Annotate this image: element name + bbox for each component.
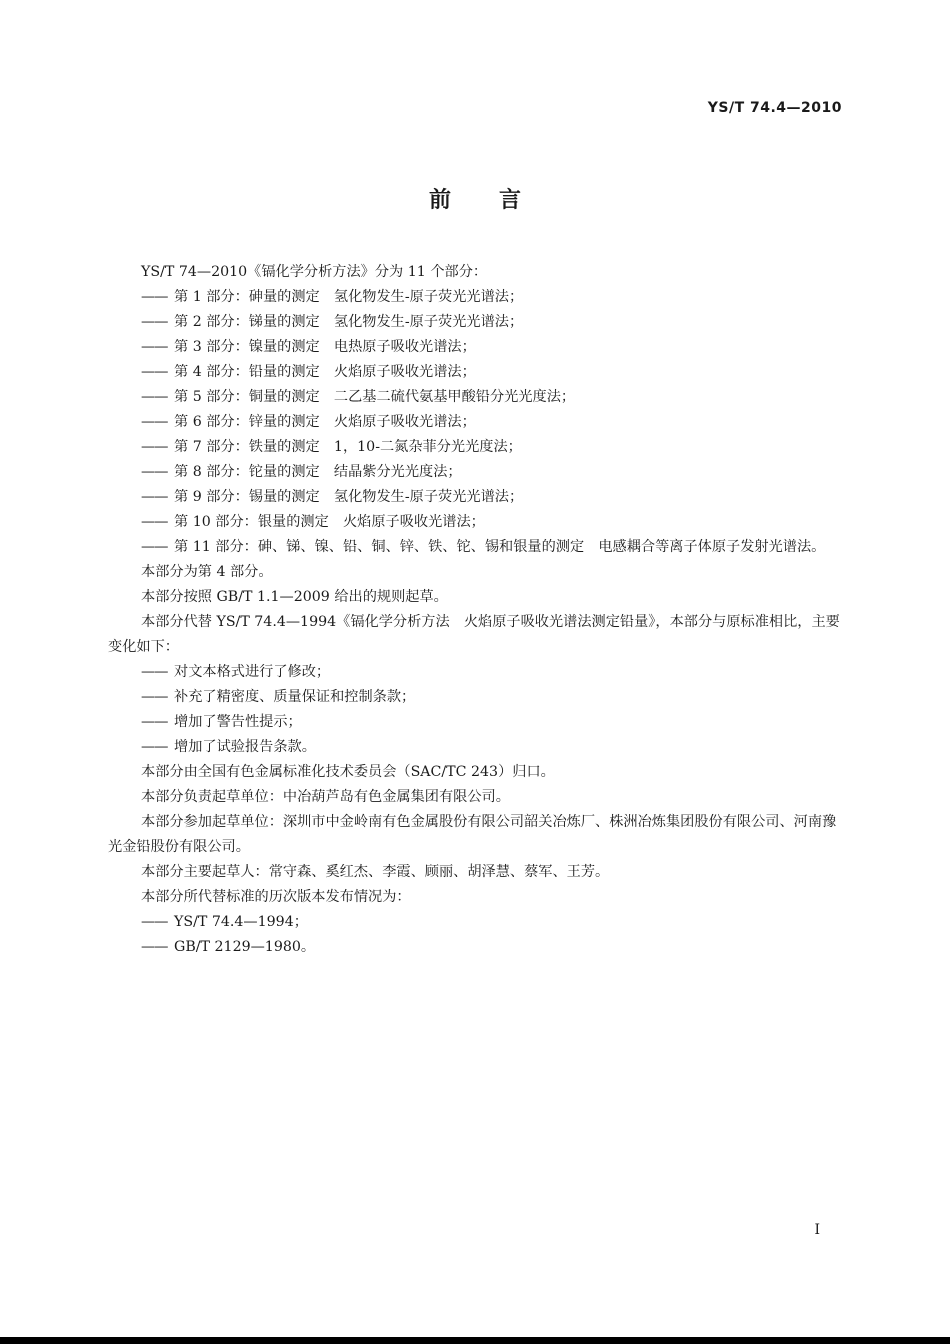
paragraph [108,560,843,585]
line-text: 补充了精密度、质量保证和控制条款； [174,689,416,705]
paragraph [108,860,843,885]
dash-marker: —— [141,689,168,705]
line-text: GB/T 2129—1980。 [174,939,316,955]
list-item [108,510,843,535]
list-item [108,285,843,310]
list-item [108,385,843,410]
list-item [108,410,843,435]
dash-marker: —— [141,364,168,380]
line-text: 对文本格式进行了修改； [174,664,331,680]
document-body [108,260,843,960]
line-text: 本部分所代替标准的历次版本发布情况为： [141,889,411,905]
dash-marker: —— [141,489,168,505]
line-text: 增加了试验报告条款。 [174,739,316,755]
list-item [108,710,843,735]
paragraph [108,760,843,785]
dash-marker: —— [141,389,168,405]
line-text: 本部分主要起草人：常守森、奚红杰、李霞、顾丽、胡泽慧、蔡军、王芳。 [141,864,610,880]
dash-marker: —— [141,464,168,480]
line-text: 第 10 部分：银量的测定 火焰原子吸收光谱法； [174,514,485,530]
list-item [108,360,843,385]
line-text: 本部分代替 YS/T 74.4—1994《镉化学分析方法 火焰原子吸收光谱法测定铅量》，本部分与原标准相比，主要变化如下： [108,614,840,655]
list-item [108,910,843,935]
dash-marker: —— [141,514,168,530]
line-text: 第 7 部分：铁量的测定 1，10-二氮杂菲分光光度法； [174,439,522,455]
line-text: 第 4 部分：铅量的测定 火焰原子吸收光谱法； [174,364,476,380]
dash-marker: —— [141,439,168,455]
line-text: 本部分负责起草单位：中冶葫芦岛有色金属集团有限公司。 [141,789,510,805]
line-text: YS/T 74—2010《镉化学分析方法》分为 11 个部分： [141,264,488,280]
line-text: YS/T 74.4—1994； [174,914,308,930]
line-text: 增加了警告性提示； [174,714,302,730]
bottom-rule [0,1337,950,1344]
standard-code: YS/T 74.4—2010 [707,100,842,116]
line-text: 本部分按照 GB/T 1.1—2009 给出的规则起草。 [141,589,448,605]
list-item [108,485,843,510]
line-text: 本部分为第 4 部分。 [141,564,273,580]
list-item [108,685,843,710]
paragraph [108,785,843,810]
line-text: 第 8 部分：铊量的测定 结晶紫分光光度法； [174,464,462,480]
dash-marker: —— [141,289,168,305]
dash-marker: —— [141,314,168,330]
paragraph [108,260,843,285]
line-text: 第 2 部分：锑量的测定 氢化物发生-原子荧光光谱法； [174,314,524,330]
line-text: 第 6 部分：锌量的测定 火焰原子吸收光谱法； [174,414,476,430]
line-text: 本部分由全国有色金属标准化技术委员会（SAC/TC 243）归口。 [141,764,555,780]
list-item [108,460,843,485]
line-text: 本部分参加起草单位：深圳市中金岭南有色金属股份有限公司韶关冶炼厂、株洲冶炼集团股份有限公司、河南豫光金铅股份有限公司。 [108,814,837,855]
dash-marker: —— [141,914,168,930]
dash-marker: —— [141,739,168,755]
list-item [108,660,843,685]
dash-marker: —— [141,939,168,955]
paragraph [108,610,843,660]
list-item [108,310,843,335]
line-text: 第 1 部分：砷量的测定 氢化物发生-原子荧光光谱法； [174,289,524,305]
dash-marker: —— [141,539,168,555]
dash-marker: —— [141,414,168,430]
list-item [108,435,843,460]
line-text: 第 5 部分：铜量的测定 二乙基二硫代氨基甲酸铅分光光度法； [174,389,576,405]
list-item [108,735,843,760]
paragraph [108,885,843,910]
list-item [108,335,843,360]
line-text: 第 3 部分：镍量的测定 电热原子吸收光谱法； [174,339,476,355]
line-text: 第 11 部分：砷、锑、镍、铅、铜、锌、铁、铊、锡和银量的测定 电感耦合等离子体原子发射光谱法。 [174,539,826,555]
dash-marker: —— [141,664,168,680]
dash-marker: —— [141,339,168,355]
list-item [108,935,843,960]
paragraph [108,585,843,610]
line-text: 第 9 部分：锡量的测定 氢化物发生-原子荧光光谱法； [174,489,524,505]
list-item [108,535,843,560]
paragraph [108,810,843,860]
dash-marker: —— [141,714,168,730]
page-title: 前言 [428,188,569,213]
page-number: I [814,1222,820,1238]
